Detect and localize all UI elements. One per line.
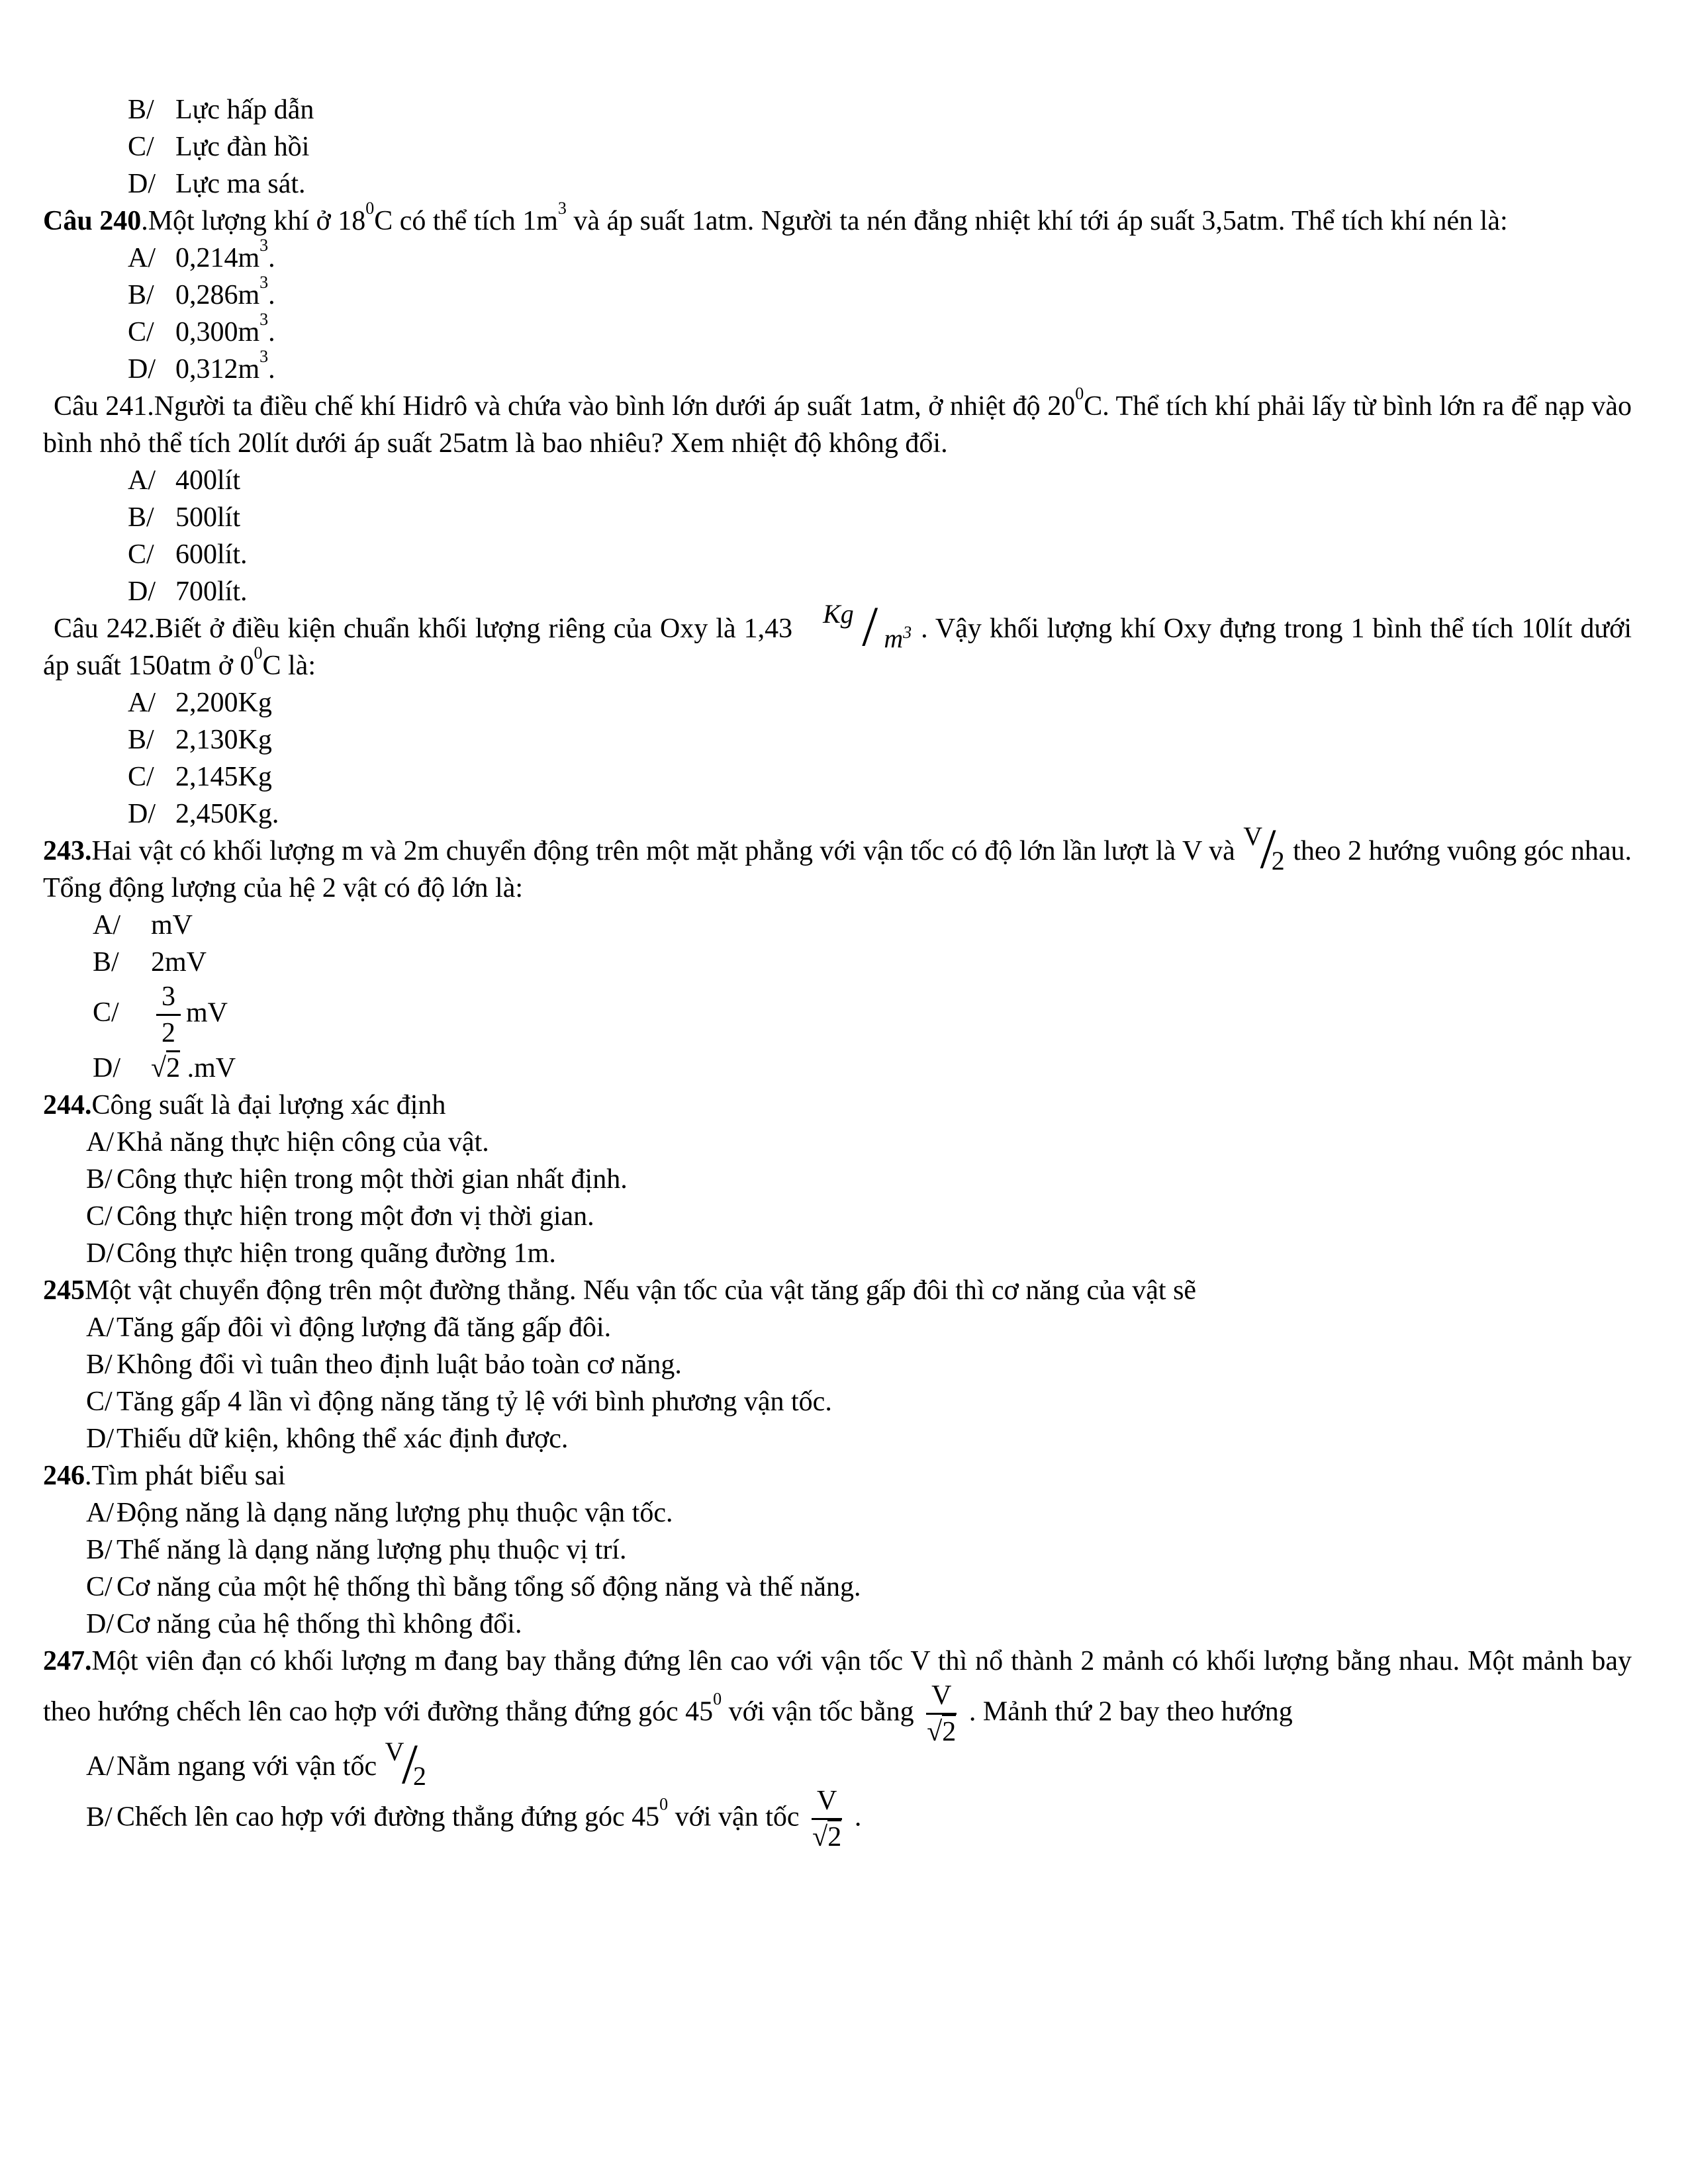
sqrt-2 (151, 1050, 180, 1083)
question-text: .Tìm phát biểu sai (85, 1460, 286, 1491)
question-text: Công suất là đại lượng xác định (91, 1089, 446, 1120)
radicand: 2 (827, 1819, 841, 1852)
q247-option-b (43, 1785, 1632, 1854)
option-marker: A/ (86, 1497, 114, 1528)
question-text: với vận tốc bằng (722, 1696, 921, 1727)
fraction-v-over-2: V/2 (385, 1732, 426, 1796)
document-content (43, 91, 1632, 1854)
question-243-label: 243. (43, 836, 92, 866)
q240-option-b (43, 273, 1632, 314)
fraction-denominator (926, 1715, 957, 1748)
question-text: .Biết ở điều kiện chuẩn khối lượng riêng của Oxy là 1,43 (148, 614, 801, 644)
option-marker: D/ (86, 1238, 114, 1269)
option-marker: B/ (93, 947, 119, 978)
option-marker: D/ (128, 169, 156, 199)
q240-option-a (43, 236, 1632, 277)
question-242 (43, 594, 1632, 684)
question-245-label: 245 (43, 1275, 85, 1306)
option-marker: B/ (86, 1534, 113, 1565)
q245-option-d (43, 1420, 1632, 1457)
fraction-3-over-2 (156, 981, 181, 1050)
option-marker: A/ (128, 688, 156, 718)
q246-option-a (43, 1494, 1632, 1531)
prev-option-c (43, 128, 1632, 165)
q243-option-d (43, 1050, 1632, 1087)
fraction-numerator: V (1243, 821, 1263, 852)
q245-option-a (43, 1309, 1632, 1346)
q242-option-b (43, 721, 1632, 758)
superscript: 3 (557, 199, 567, 218)
superscript: 0 (659, 1794, 669, 1814)
option-text: Công thực hiện trong một đơn vị thời gian. (117, 1201, 594, 1232)
fraction-numerator: Kg (823, 599, 854, 629)
radicand: 2 (942, 1714, 956, 1747)
option-text: Lực hấp dẫn (175, 95, 314, 125)
option-marker: D/ (93, 1052, 120, 1083)
option-text: 2,145Kg (175, 762, 272, 792)
question-text: .Người ta điều chế khí Hidrô và chứa vào bình lớn dưới áp suất 1atm, ở nhiệt độ 20 (147, 391, 1076, 422)
question-241 (43, 384, 1632, 462)
option-marker: B/ (86, 1801, 113, 1833)
option-marker: C/ (128, 539, 154, 570)
option-text: . (268, 243, 275, 273)
sqrt-2 (812, 1819, 841, 1852)
question-text: C có thể tích 1m (374, 206, 558, 236)
superscript: 3 (259, 347, 269, 366)
option-marker: D/ (128, 576, 156, 607)
option-text: Động năng là dạng năng lượng phụ thuộc vận tốc. (117, 1497, 673, 1528)
option-marker: A/ (128, 243, 156, 273)
option-text: Lực ma sát. (175, 169, 306, 199)
option-marker: B/ (86, 1349, 113, 1380)
option-text: Tăng gấp đôi vì động lượng đã tăng gấp đôi. (117, 1312, 612, 1343)
question-text: . Vậy khối lượng khí Oxy đựng trong 1 bình thể tích 10lít dưới áp suất 150atm ở 0 (43, 614, 1632, 681)
radical-sign: √ (927, 1716, 943, 1747)
superscript: 0 (1075, 384, 1084, 403)
option-text: mV (151, 910, 193, 940)
q244-option-b (43, 1161, 1632, 1198)
question-247 (43, 1643, 1632, 1749)
option-marker: D/ (86, 1423, 114, 1454)
fraction-numerator: 3 (156, 981, 181, 1016)
option-marker: C/ (93, 997, 119, 1028)
option-text: 0,214m (175, 243, 260, 273)
option-text: Thế năng là dạng năng lượng phụ thuộc vị trí. (117, 1534, 627, 1565)
option-marker: D/ (128, 799, 156, 829)
option-text: Tăng gấp 4 lần vì động năng tăng tỷ lệ với bình phương vận tốc. (117, 1386, 832, 1417)
fraction-numerator: V (385, 1737, 404, 1767)
question-243 (43, 817, 1632, 907)
q243-option-a (43, 907, 1632, 944)
option-text: . (268, 317, 275, 347)
fraction-denominator (812, 1820, 842, 1853)
q245-option-b (43, 1346, 1632, 1383)
option-text: 400lít (175, 465, 241, 496)
fraction-v-over-2: V/2 (1243, 817, 1285, 881)
option-text: Không đổi vì tuân theo định luật bảo toàn cơ năng. (117, 1349, 682, 1380)
fraction-v-over-sqrt2 (926, 1680, 957, 1749)
option-marker: D/ (86, 1608, 114, 1639)
option-marker: B/ (128, 280, 154, 310)
option-text: Khả năng thực hiện công của vật. (117, 1126, 489, 1158)
fraction-kg-per-m3: Kg / $m^3$ (800, 610, 913, 647)
q241-option-a (43, 462, 1632, 499)
option-text: 2,200Kg (175, 688, 272, 718)
option-marker: C/ (128, 762, 154, 792)
option-text: Thiếu dữ kiện, không thể xác định được. (117, 1423, 569, 1454)
option-text: . (268, 280, 275, 310)
option-text: .mV (180, 1052, 236, 1083)
option-marker: C/ (86, 1386, 113, 1417)
option-text: 0,300m (175, 317, 260, 347)
question-244-label: 244. (43, 1089, 92, 1120)
superscript: 0 (713, 1689, 722, 1709)
option-text: Công thực hiện trong một thời gian nhất định. (117, 1163, 628, 1195)
q243-option-b (43, 944, 1632, 981)
fraction-numerator: V (812, 1785, 842, 1820)
option-marker: C/ (128, 132, 154, 162)
question-244 (43, 1087, 1632, 1124)
radicand: 2 (166, 1050, 180, 1083)
q240-option-c (43, 310, 1632, 351)
option-text: 500lít (175, 502, 241, 533)
option-marker: C/ (86, 1571, 113, 1602)
q242-option-a (43, 684, 1632, 721)
question-text: . Mảnh thứ 2 bay theo hướng (962, 1696, 1293, 1727)
option-marker: A/ (93, 910, 120, 940)
option-text: 0,286m (175, 280, 260, 310)
prev-option-d (43, 165, 1632, 203)
q243-option-c (43, 981, 1632, 1050)
superscript: 3 (259, 310, 269, 329)
fraction-numerator: V (926, 1680, 957, 1715)
option-marker: B/ (128, 725, 154, 755)
q244-option-d (43, 1235, 1632, 1272)
option-text: 2mV (151, 947, 207, 978)
question-240-label: Câu 240 (43, 206, 142, 236)
option-text: Công thực hiện trong quãng đường 1m. (117, 1238, 556, 1269)
option-text: 2,450Kg. (175, 799, 279, 829)
q246-option-c (43, 1569, 1632, 1606)
option-marker: C/ (128, 317, 154, 347)
option-text: 2,130Kg (175, 725, 272, 755)
radical-sign: √ (812, 1822, 828, 1853)
denominator-base: m (884, 623, 904, 654)
option-marker: A/ (86, 1312, 114, 1343)
superscript: 3 (259, 236, 269, 255)
option-marker: B/ (128, 95, 154, 125)
superscript: 3 (259, 273, 269, 292)
option-text: Cơ năng của một hệ thống thì bằng tổng số động năng và thế năng. (117, 1571, 861, 1602)
q242-option-c (43, 758, 1632, 796)
option-text: Chếch lên cao hợp với đường thẳng đứng góc 45 (117, 1801, 660, 1833)
option-marker: D/ (128, 354, 156, 385)
option-text: . (268, 354, 275, 385)
option-marker: B/ (128, 502, 154, 533)
question-240 (43, 199, 1632, 240)
question-text: Một vật chuyển động trên một đường thẳng. Nếu vận tốc của vật tăng gấp đôi thì cơ năng của vật sẽ (85, 1275, 1197, 1306)
q247-option-a (43, 1732, 1632, 1796)
superscript: 0 (254, 643, 263, 662)
question-text: C. Thể tích khí phải lấy từ bình lớn ra để nạp vào bình nhỏ thể tích 20lít dưới áp suất 25atm là bao nhiêu? Xem nhiệt độ không đổi. (43, 391, 1632, 459)
fraction-denominator (873, 620, 912, 657)
q246-option-d (43, 1606, 1632, 1643)
question-text: Một viên đạn có khối lượng m đang bay thẳng đứng lên cao với vận tốc V thì nổ thành 2 mảnh có khối lượng bằng nhau. Một mảnh bay theo hướng chếch lên cao hợp với đường thẳng đứng góc 45 (43, 1645, 1632, 1727)
option-text: 0,312m (175, 354, 260, 385)
q240-option-d (43, 347, 1632, 388)
q244-option-c (43, 1198, 1632, 1235)
question-text: C là: (262, 651, 316, 681)
q241-option-c (43, 536, 1632, 573)
fraction-denominator: 2 (413, 1761, 426, 1792)
fraction-denominator: 2 (162, 1018, 175, 1049)
option-text: Lực đàn hồi (175, 132, 310, 162)
option-text: 700lít. (175, 576, 248, 607)
option-text: . (847, 1801, 862, 1833)
question-242-label: Câu 242 (54, 614, 148, 644)
question-text: Hai vật có khối lượng m và 2m chuyển động trên một mặt phẳng với vận tốc có độ lớn lần lượt là V và (91, 836, 1243, 866)
question-text: và áp suất 1atm. Người ta nén đẳng nhiệt khí tới áp suất 3,5atm. Thể tích khí nén là: (566, 206, 1508, 236)
option-marker: A/ (86, 1126, 114, 1158)
q246-option-b (43, 1531, 1632, 1569)
option-marker: B/ (86, 1163, 113, 1195)
prev-option-b (43, 91, 1632, 128)
option-marker: A/ (128, 465, 156, 496)
superscript: 3 (903, 623, 912, 643)
option-text: với vận tốc (668, 1801, 807, 1833)
q245-option-c (43, 1383, 1632, 1420)
sqrt-2 (927, 1714, 956, 1747)
option-text: Nằm ngang với vận tốc (117, 1751, 384, 1782)
question-246-label: 246 (43, 1460, 85, 1491)
option-marker: C/ (86, 1201, 113, 1232)
q242-option-d (43, 796, 1632, 833)
radical-sign: √ (151, 1052, 167, 1083)
option-text: mV (186, 997, 228, 1028)
question-text: .Một lượng khí ở 18 (141, 206, 366, 236)
q241-option-b (43, 499, 1632, 536)
option-text: Cơ năng của hệ thống thì không đổi. (117, 1608, 522, 1639)
q244-option-a (43, 1124, 1632, 1161)
fraction-denominator: 2 (1271, 846, 1285, 876)
question-247-label: 247. (43, 1645, 92, 1676)
superscript: 0 (365, 199, 375, 218)
fraction-v-over-sqrt2 (812, 1785, 842, 1854)
question-246 (43, 1457, 1632, 1494)
option-marker: A/ (86, 1751, 114, 1782)
question-241-label: Câu 241 (54, 391, 148, 422)
question-text: theo 2 hướng vuông góc nhau. Tổng động lượng của hệ 2 vật có độ lớn là: (43, 836, 1632, 903)
option-text: 600lít. (175, 539, 248, 570)
question-245 (43, 1272, 1632, 1309)
